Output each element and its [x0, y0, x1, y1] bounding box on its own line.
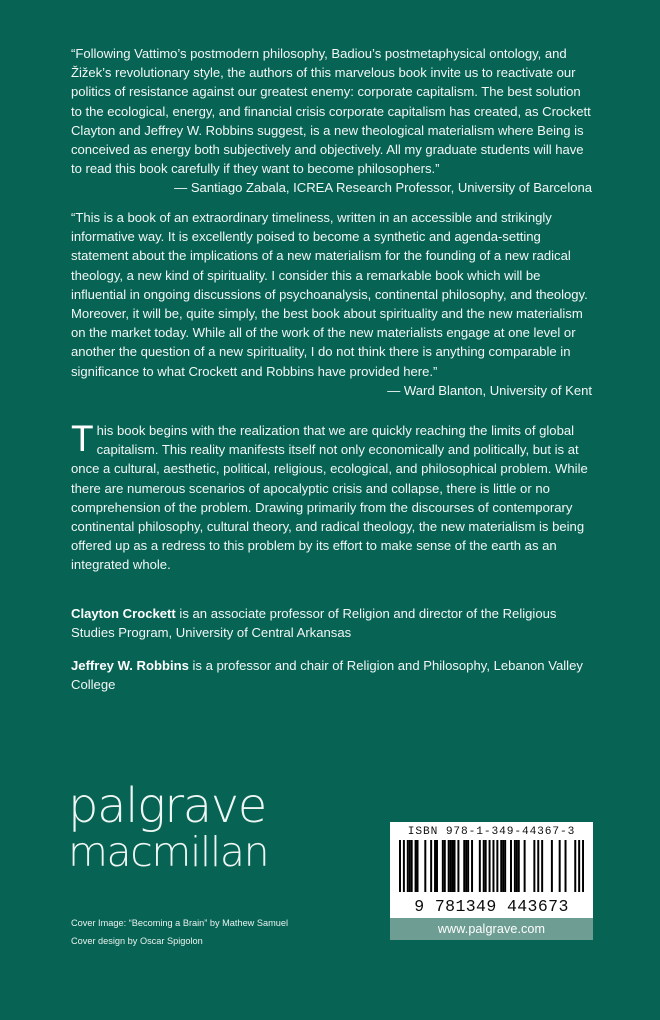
review-blurb-1 [71, 44, 592, 198]
cover-image-credit: Cover Image: “Becoming a Brain” by Mathew Samuel [71, 918, 289, 928]
author-name-crockett: Clayton Crockett [71, 606, 176, 621]
author-bio-robbins [71, 656, 592, 694]
review-blurb-1-quote: “Following Vattimo’s postmodern philosophy, Badiou’s postmetaphysical ontology, and Žižek’s revolutionary style, the authors of this marvelous book invite us to reactivate our politics of resistance against our greatest enemy: corporate capitalism. The best solution to the ecological, energy, and financial crisis corporate capitalism has created, as Crockett Clayton and Jeffrey W. Robbins suggest, is a new theological materialism where Being is conceived as energy both subjectively and objectively. All my graduate students will have to read this book carefully if they want to become philosophers.” [71, 46, 591, 177]
barcode-block [390, 822, 593, 940]
description-dropcap: T [71, 418, 94, 459]
review-blurb-2-attribution: — Ward Blanton, University of Kent [387, 382, 592, 398]
isbn-label: ISBN 978-1-349-44367-3 [407, 826, 576, 838]
barcode-digits: 9 781349 443673 [414, 897, 569, 916]
barcode-bars-icon [399, 840, 584, 892]
publisher-logo-palgrave: palgrave [68, 778, 266, 834]
cover-credits [71, 915, 391, 950]
barcode-card [390, 822, 593, 918]
author-bio-text-crockett: is an associate professor of Religion and director of the Religious Studies Program, University of Central Arkansas [71, 606, 557, 641]
author-name-robbins: Jeffrey W. Robbins [71, 658, 189, 673]
publisher-logo [68, 778, 348, 876]
review-blurb-2 [71, 208, 592, 400]
palgrave-url-banner: www.palgrave.com [390, 918, 593, 940]
author-bio-crockett [71, 604, 592, 642]
description-body: his book begins with the realization that we are quickly reaching the limits of global capitalism. This reality manifests itself not only economically and politically, but is at once a cultural, aesthetic, political, religious, ecological, and philosophical problem. While there are numerous scenarios of apocalyptic crisis and collapse, there is little or no comprehension of the problem. Drawing primarily from the discourses of contemporary continental philosophy, cultural theory, and radical theology, the new materialism is being offered up as a redress to this problem by its effort to make sense of the earth as an integrated whole. [71, 423, 588, 573]
cover-design-credit: Cover design by Oscar Spigolon [71, 935, 203, 946]
review-blurb-2-quote: “This is a book of an extraordinary timeliness, written in an accessible and strikingly informative way. It is excellently poised to become a synthetic and agenda-setting statement about the implications of a new materialism for the founding of a new radical theology, a new kind of spirituality. I consider this a remarkable book which will be influential in ongoing discussions of psychoanalysis, continental philosophy, and theology. Moreover, it will be, quite simply, the best book about spirituality and the new materialism on the market today. While all of the work of the new materialists engage at one level or another the question of a new spirituality, I do not think there is anything comparable in significance to what Crockett and Robbins have provided here.” [71, 210, 588, 379]
review-blurb-1-attribution: — Santiago Zabala, ICREA Research Professor, University of Barcelona [174, 180, 592, 196]
publisher-logo-macmillan: macmillan [68, 828, 269, 876]
book-description [71, 418, 592, 575]
author-bio-text-robbins: is a professor and chair of Religion and Philosophy, Lebanon Valley College [71, 658, 583, 693]
